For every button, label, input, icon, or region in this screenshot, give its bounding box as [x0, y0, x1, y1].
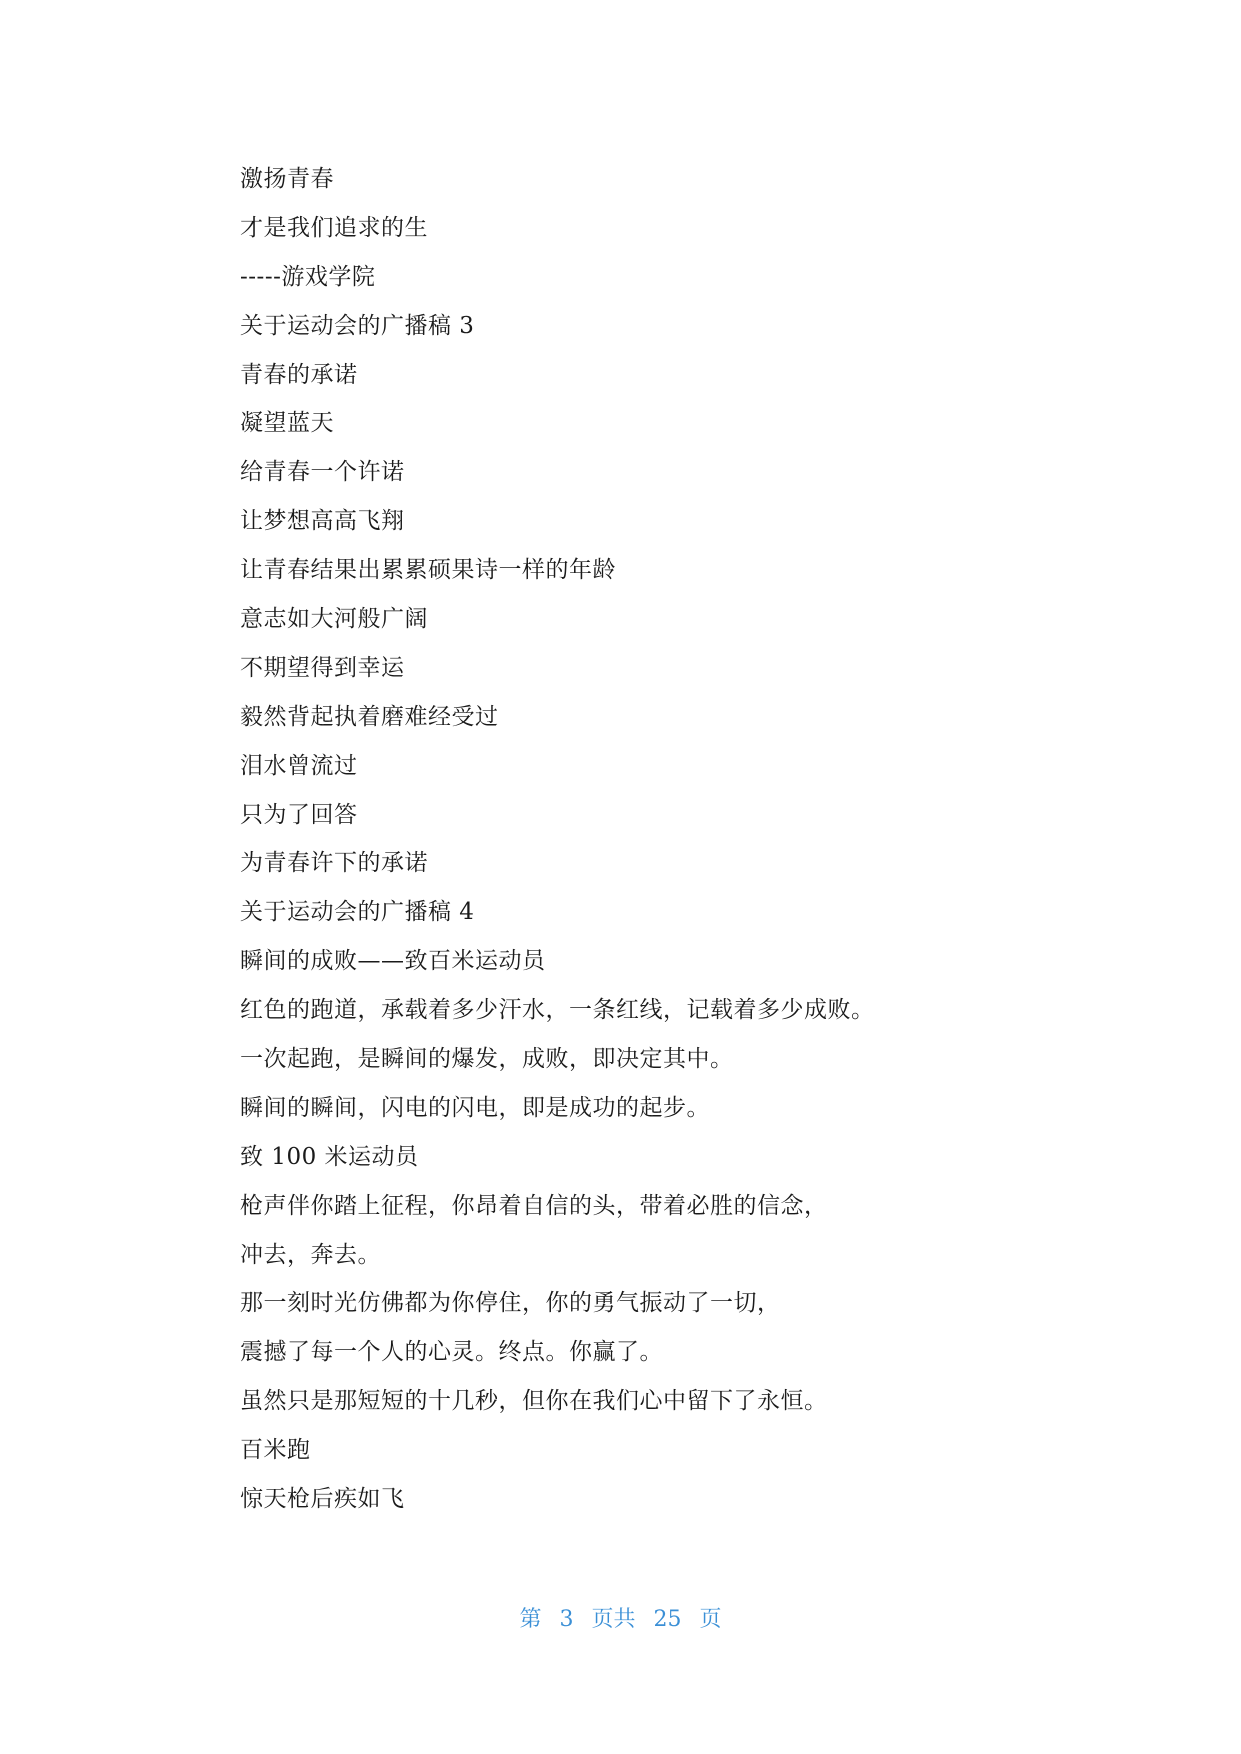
text-line: 激扬青春 [240, 166, 334, 192]
text-line: 惊天枪后疾如飞 [240, 1486, 405, 1513]
text-line: 瞬间的瞬间，闪电的闪电，即是成功的起步。 [240, 1094, 710, 1121]
text-line: 红色的跑道，承载着多少汗水，一条红线，记载着多少成败。 [240, 997, 875, 1024]
text-line: 瞬间的成败——致百米运动员 [240, 948, 546, 975]
text-line: 虽然只是那短短的十几秒，但你在我们心中留下了永恒。 [240, 1388, 828, 1415]
text-line: 给青春一个许诺 [240, 459, 405, 486]
text-line: 不期望得到幸运 [240, 654, 405, 681]
text-line: 才是我们追求的生 [240, 214, 428, 241]
text-line: 意志如大河般广阔 [240, 606, 428, 633]
text-line: 那一刻时光仿佛都为你停住，你的勇气振动了一切， [240, 1290, 781, 1317]
text-line: 一次起跑，是瞬间的爆发，成败，即决定其中。 [240, 1046, 734, 1073]
footer-middle: 页共 [591, 1607, 636, 1632]
text-line: 让青春结果出累累硕果诗一样的年龄 [240, 557, 616, 584]
footer-prefix: 第 [519, 1607, 542, 1632]
footer-current-page: 3 [559, 1607, 574, 1632]
text-line: 凝望蓝天 [240, 410, 334, 437]
page-footer [0, 1602, 1241, 1633]
text-line: 青春的承诺 [240, 361, 358, 388]
text-line: 为青春许下的承诺 [240, 850, 428, 877]
text-line: 冲去，奔去。 [240, 1241, 381, 1268]
text-line: 震撼了每一个人的心灵。终点。你赢了。 [240, 1339, 663, 1366]
text-line: 百米跑 [240, 1437, 311, 1464]
text-line: 让梦想高高飞翔 [240, 508, 405, 535]
document-body [240, 155, 1040, 1524]
text-line: 毅然背起执着磨难经受过 [240, 703, 499, 730]
text-line: -----游戏学院 [240, 263, 376, 290]
text-line: 致 100 米运动员 [240, 1143, 419, 1170]
section-heading: 关于运动会的广播稿 4 [240, 899, 475, 926]
footer-suffix: 页 [699, 1607, 722, 1632]
text-line: 枪声伴你踏上征程，你昂着自信的头，带着必胜的信念， [240, 1192, 828, 1219]
footer-total-pages: 25 [653, 1607, 682, 1632]
text-line: 只为了回答 [240, 801, 358, 828]
text-line: 泪水曾流过 [240, 752, 358, 779]
section-heading: 关于运动会的广播稿 3 [240, 312, 475, 339]
